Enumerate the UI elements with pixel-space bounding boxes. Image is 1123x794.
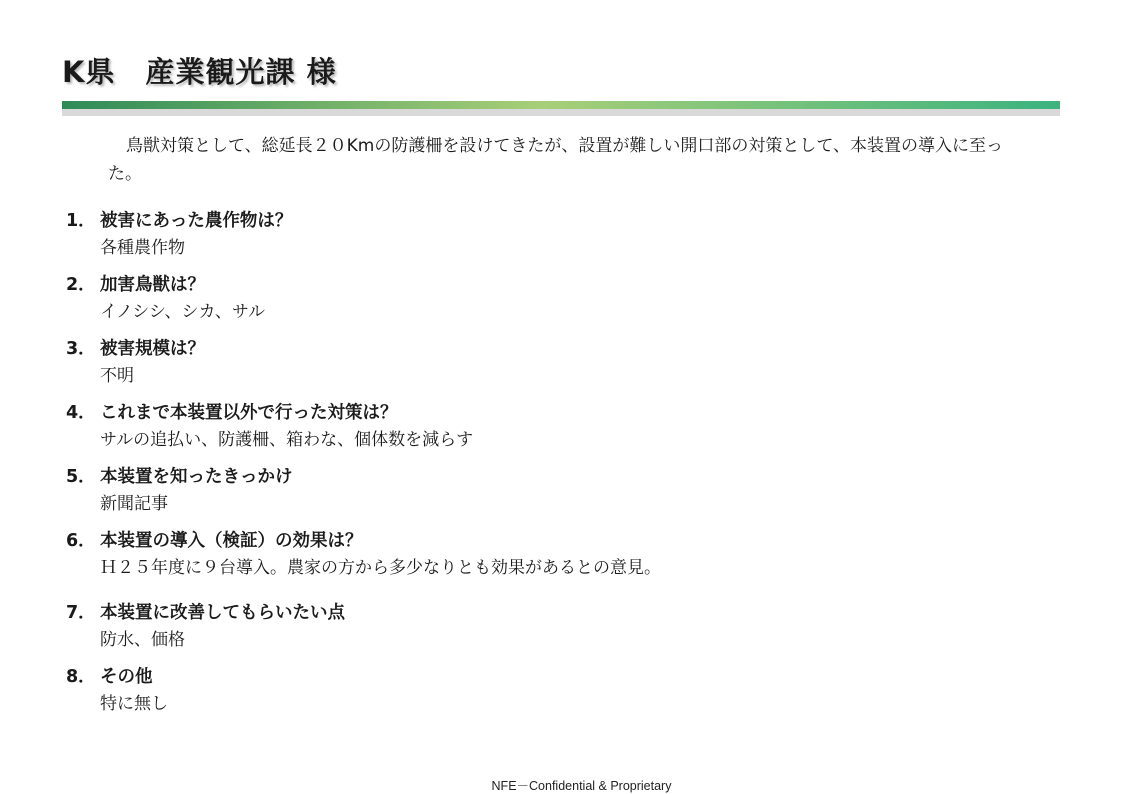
question-number: 6． (66, 531, 96, 551)
question-heading (66, 208, 292, 234)
answer-text: 特に無し (100, 694, 168, 714)
question-heading (66, 464, 293, 490)
question-text: 本装置に改善してもらいたい点 (100, 603, 345, 623)
title-divider-shadow (62, 109, 1060, 116)
question-text: 本装置の導入（検証）の効果は？ (100, 531, 363, 551)
qa-item (66, 664, 168, 718)
answer-text: Ｈ２５年度に９台導入。農家の方から多少なりとも効果があるとの意見。 (100, 558, 661, 578)
question-number: 4． (66, 403, 96, 423)
question-number: 8． (66, 667, 96, 687)
question-heading (66, 664, 168, 690)
question-heading (66, 600, 345, 626)
question-text: 加害鳥獣は？ (100, 275, 205, 295)
qa-item (66, 400, 473, 454)
qa-item (66, 336, 205, 390)
confidential-footer: NFE－Confidential & Proprietary (491, 779, 672, 793)
question-heading (66, 336, 205, 362)
question-text: 被害規模は？ (100, 339, 205, 359)
title-divider-bar (62, 101, 1060, 109)
question-number: 2． (66, 275, 96, 295)
answer-text: 防水、価格 (100, 630, 185, 650)
answer-text: サルの追払い、防護柵、箱わな、個体数を減らす (100, 430, 474, 450)
question-heading (66, 272, 265, 298)
question-text: その他 (100, 667, 153, 687)
qa-item (66, 208, 292, 262)
page-title: K県 産業観光課 様 (62, 55, 337, 89)
qa-item (66, 464, 293, 518)
answer-text: イノシシ、シカ、サル (100, 302, 265, 322)
question-heading (66, 400, 473, 426)
qa-item (66, 528, 661, 582)
question-heading (66, 528, 661, 554)
answer-text: 各種農作物 (100, 238, 185, 258)
question-text: 被害にあった農作物は？ (100, 211, 293, 231)
question-number: 5． (66, 467, 96, 487)
question-text: これまで本装置以外で行った対策は？ (100, 403, 398, 423)
question-text: 本装置を知ったきっかけ (100, 467, 293, 487)
intro-paragraph: 鳥獣対策として、総延長２０Kmの防護柵を設けてきたが、設置が難しい開口部の対策として、本装置の導入に至った。 (108, 136, 1004, 184)
question-number: 3． (66, 339, 96, 359)
answer-text: 新聞記事 (100, 494, 168, 514)
question-number: 1． (66, 211, 96, 231)
qa-item (66, 600, 345, 654)
answer-text: 不明 (100, 366, 134, 386)
question-number: 7． (66, 603, 96, 623)
qa-item (66, 272, 265, 326)
